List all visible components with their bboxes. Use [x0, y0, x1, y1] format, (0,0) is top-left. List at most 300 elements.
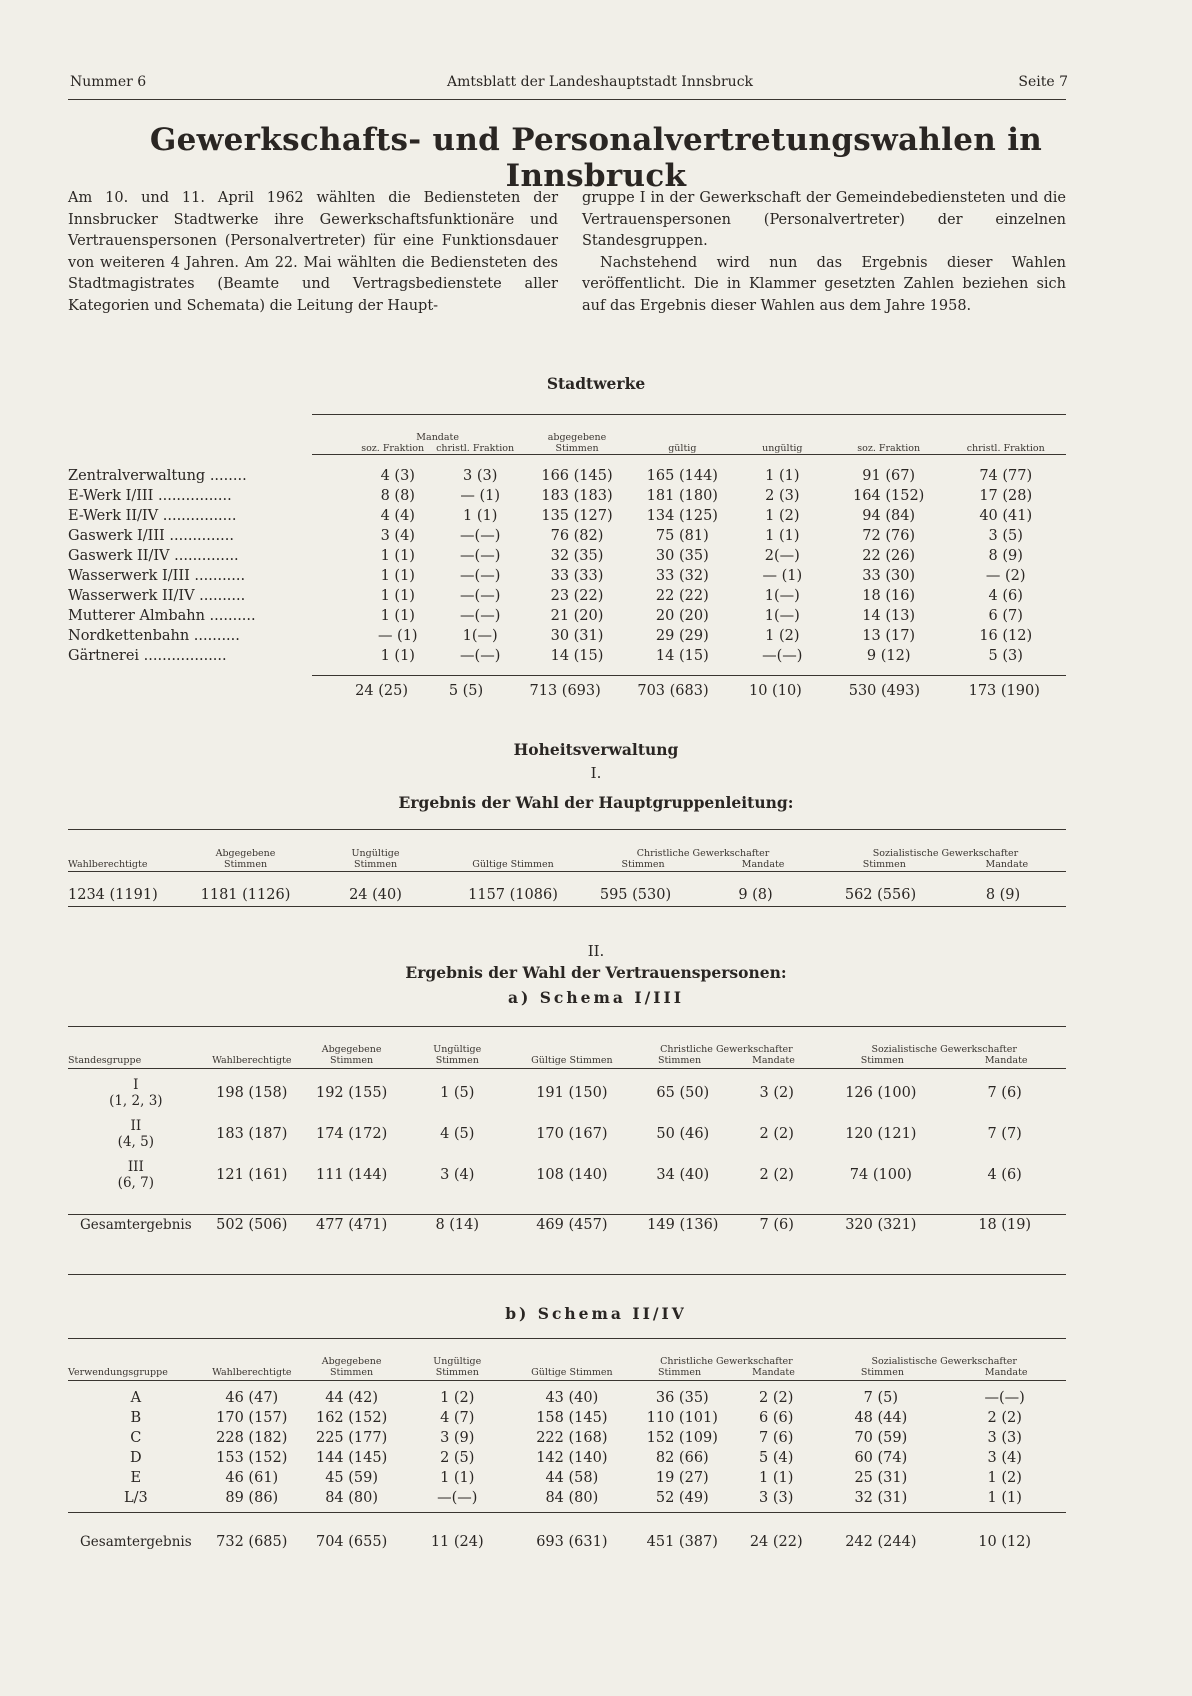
table-cell: 3 (2)	[759, 1084, 794, 1101]
total-cell: 18 (19)	[978, 1217, 1032, 1233]
mandate-label: Mandate	[752, 1367, 795, 1378]
table-cell: 152 (109)	[646, 1430, 718, 1446]
sozialistische-label: Sozialistische Gewerkschafter	[871, 1044, 1017, 1055]
stadtwerke-row	[68, 486, 1068, 506]
hg-cell: 8 (9)	[985, 887, 1021, 903]
table-cell: 110 (101)	[646, 1410, 718, 1426]
row-label: E-Werk II/IV ................	[68, 508, 237, 524]
table-cell: 181 (180)	[646, 488, 718, 504]
hg-cell: 1157 (1086)	[468, 887, 558, 903]
mandate-label: Mandate	[984, 1367, 1028, 1378]
table-cell: 2 (2)	[987, 1410, 1022, 1426]
group-numeral: III	[127, 1158, 144, 1175]
table-cell: 121 (161)	[216, 1166, 288, 1183]
header-rule	[68, 99, 1066, 100]
stadtwerke-header-row	[68, 414, 1068, 454]
table-cell: 40 (41)	[979, 508, 1033, 524]
spacer-row	[68, 1508, 1068, 1522]
stadtwerke-body	[68, 466, 1068, 666]
table-cell: 16 (12)	[979, 628, 1033, 644]
table-cell: 32 (31)	[854, 1490, 908, 1506]
christliche-header	[632, 1342, 820, 1378]
table-cell: 84 (80)	[325, 1490, 379, 1506]
stadtwerke-row	[68, 646, 1068, 666]
table-cell: 19 (27)	[655, 1470, 709, 1486]
roman-one: I.	[590, 764, 602, 782]
group-header: Standesgruppe	[68, 1055, 142, 1066]
stadtwerke-row	[68, 626, 1068, 646]
table-cell: 153 (152)	[216, 1450, 288, 1466]
table-cell: 2 (3)	[765, 488, 800, 504]
row-label: Zentralverwaltung ........	[68, 468, 247, 484]
stimmen-label: Stimmen	[860, 1367, 904, 1378]
col-gueltig-header: gültig	[668, 443, 697, 454]
sub-labels	[820, 1367, 1068, 1378]
table-cell: 13 (17)	[862, 628, 916, 644]
standesgruppe-cell	[68, 1113, 204, 1154]
stadtwerke-heading: Stadtwerke	[546, 374, 646, 393]
table-cell: 45 (59)	[325, 1470, 379, 1486]
total-cell: 173 (190)	[968, 683, 1040, 699]
table-cell: —(—)	[460, 588, 501, 604]
table-cell: 2(—)	[764, 548, 800, 564]
table-cell: 46 (47)	[225, 1390, 279, 1406]
row-label: Wasserwerk I/III ...........	[68, 568, 246, 584]
col-chr-header: christl. Fraktion	[966, 443, 1045, 454]
table-cell: 14 (13)	[862, 608, 916, 624]
table-cell: 170 (157)	[216, 1410, 288, 1426]
stimmen-label: Stimmen	[657, 1055, 702, 1066]
schema-b-row	[68, 1468, 1068, 1488]
table-cell: 2 (5)	[440, 1450, 475, 1466]
hg-cell: 1181 (1126)	[200, 887, 291, 903]
spacer-row	[68, 1378, 1068, 1388]
table-cell: 2 (2)	[759, 1390, 794, 1406]
stadtwerke-table	[68, 414, 1068, 666]
table-cell: 34 (40)	[656, 1166, 710, 1183]
total-cell: 713 (693)	[529, 683, 601, 699]
gesamtergebnis-label: Gesamtergebnis	[80, 1217, 192, 1233]
schema-a-body	[68, 1066, 1068, 1247]
total-cell: 502 (506)	[216, 1217, 288, 1233]
table-cell: 74 (100)	[849, 1166, 912, 1183]
table-cell: 3 (3)	[463, 468, 498, 484]
table-cell: 5 (3)	[988, 648, 1023, 664]
table-cell: 3 (3)	[987, 1430, 1022, 1446]
table-cell: 84 (80)	[545, 1490, 599, 1506]
hg-gueltige-header: Gültige Stimmen	[472, 859, 554, 870]
sozialistische-label: Sozialistische Gewerkschafter	[871, 1356, 1017, 1367]
stadtwerke-total-row	[338, 680, 1068, 702]
roman-two: II.	[587, 942, 605, 960]
total-cell: 703 (683)	[637, 683, 709, 699]
hg-sozialistische-label: Sozialistische Gewerkschafter	[872, 848, 1019, 859]
abgegebene-header: Abgegebene Stimmen	[321, 1356, 382, 1378]
table-cell: 166 (145)	[541, 468, 613, 484]
mandate-label: Mandate	[984, 1055, 1028, 1066]
stadtwerke-total	[338, 680, 1068, 702]
table-cell: 183 (187)	[216, 1125, 288, 1142]
table-cell: 144 (145)	[315, 1450, 388, 1466]
total-cell: 8 (14)	[435, 1217, 480, 1233]
table-cell: 8 (9)	[988, 548, 1023, 564]
table-cell: 6 (7)	[988, 608, 1023, 624]
table-cell: 18 (16)	[862, 588, 916, 604]
total-cell: 530 (493)	[848, 683, 920, 699]
spacer-row	[68, 1195, 1068, 1203]
table-cell: 91 (67)	[862, 468, 916, 484]
schema-b-total-row	[68, 1522, 1068, 1562]
stimmen-label: Stimmen	[860, 1055, 904, 1066]
total-cell: 704 (655)	[315, 1534, 388, 1550]
col-soz-header: soz. Fraktion	[857, 443, 921, 454]
hg-header-row	[68, 832, 1068, 870]
total-cell: 149 (136)	[647, 1217, 719, 1233]
table-cell: 9 (12)	[866, 648, 911, 664]
standesgruppe-cell	[68, 1072, 204, 1113]
hg-chr-mandate-label: Mandate	[741, 859, 785, 870]
total-cell: 10 (12)	[978, 1534, 1032, 1550]
table-cell: 192 (155)	[315, 1084, 388, 1101]
table-cell: 14 (15)	[655, 648, 709, 664]
schema-b-top-rule	[68, 1338, 1066, 1339]
table-cell: 44 (42)	[325, 1390, 379, 1406]
table-cell: 72 (76)	[862, 528, 916, 544]
sub-labels	[820, 1055, 1068, 1066]
christliche-header	[632, 1030, 820, 1066]
hg-chr-stimmen-label: Stimmen	[621, 859, 665, 870]
row-label: Nordkettenbahn ..........	[68, 628, 240, 644]
ungueltige-header: Ungültige Stimmen	[433, 1044, 482, 1066]
table-cell: 14 (15)	[550, 648, 604, 664]
hg-christliche-label: Christliche Gewerkschafter	[636, 848, 770, 859]
hauptgruppe-heading: Ergebnis der Wahl der Hauptgruppenleitung:	[398, 793, 794, 812]
table-cell: 1 (1)	[380, 588, 415, 604]
hg-top-rule	[68, 829, 1066, 830]
table-cell: —(—)	[460, 648, 501, 664]
table-cell: —(—)	[460, 608, 501, 624]
sub-labels	[632, 1367, 820, 1378]
soz-fraktion-label: soz. Fraktion	[361, 443, 425, 454]
table-cell: —(—)	[460, 548, 501, 564]
hg-wahlberechtigte-header: Wahlberechtigte	[68, 859, 148, 870]
sub-labels	[632, 1055, 820, 1066]
total-cell: 477 (471)	[315, 1217, 388, 1233]
total-cell: 11 (24)	[430, 1534, 484, 1550]
table-cell: 33 (30)	[862, 568, 916, 584]
schema-b-body	[68, 1378, 1068, 1562]
table-cell: 134 (125)	[646, 508, 718, 524]
hg-bottom-rule	[68, 906, 1066, 907]
table-cell: 225 (177)	[315, 1430, 388, 1446]
table-cell: 1 (1)	[759, 1470, 794, 1486]
intro-column-left	[68, 188, 558, 318]
mandate-label: Mandate	[752, 1055, 795, 1066]
christliche-label: Christliche Gewerkschafter	[660, 1044, 793, 1055]
table-cell: 142 (140)	[536, 1450, 608, 1466]
table-cell: 2 (2)	[759, 1125, 794, 1142]
vertrauenspersonen-heading: Ergebnis der Wahl der Vertrauenspersonen:	[405, 963, 787, 982]
table-cell: 1 (2)	[987, 1470, 1022, 1486]
table-cell: —(—)	[460, 568, 501, 584]
table-cell: 1 (1)	[987, 1490, 1022, 1506]
table-cell: —(—)	[437, 1490, 478, 1506]
schema-b-header-row	[68, 1342, 1068, 1378]
table-cell: — (2)	[985, 568, 1026, 584]
schema-a-header-row	[68, 1030, 1068, 1066]
verwendungsgruppe-cell: L/3	[123, 1490, 148, 1506]
hg-christliche-header	[583, 832, 823, 870]
table-cell: 23 (22)	[550, 588, 604, 604]
schema-b-row	[68, 1488, 1068, 1508]
table-cell: 4 (7)	[440, 1410, 475, 1426]
table-cell: 222 (168)	[536, 1430, 608, 1446]
stadtwerke-row	[68, 566, 1068, 586]
verwendungsgruppe-cell: D	[130, 1450, 142, 1466]
table-cell: — (1)	[377, 628, 418, 644]
table-cell: 3 (9)	[440, 1430, 475, 1446]
group-range: (1, 2, 3)	[109, 1092, 163, 1109]
table-cell: 120 (121)	[845, 1125, 917, 1142]
verwendungsgruppe-cell: A	[130, 1390, 142, 1406]
publication-name: Amtsblatt der Landeshauptstadt Innsbruck	[446, 74, 754, 90]
table-cell: 7 (6)	[759, 1430, 794, 1446]
page-title: Gewerkschafts- und Personalvertretungswahlen in Innsbruck	[149, 122, 1043, 194]
table-cell: 33 (33)	[550, 568, 604, 584]
schema-b-table	[68, 1342, 1068, 1562]
table-cell: 30 (31)	[550, 628, 604, 644]
total-cell: 5 (5)	[448, 683, 484, 699]
col-ungueltig-header: ungültig	[762, 443, 803, 454]
table-cell: 4 (6)	[987, 1166, 1022, 1183]
intro-paragraph-1-cont: gruppe I in der Gewerkschaft der Gemeindebediensteten und die Vertrauenspersonen (Personalvertreter) der einzelnen Standesgruppen.	[582, 190, 1066, 250]
schema-b-row	[68, 1448, 1068, 1468]
gesamtergebnis-label: Gesamtergebnis	[80, 1534, 192, 1550]
sozialistische-header	[820, 1342, 1068, 1378]
stadtwerke-row	[68, 606, 1068, 626]
hg-cell: 9 (8)	[738, 887, 773, 903]
table-cell: —(—)	[460, 528, 501, 544]
table-cell: 7 (5)	[863, 1390, 899, 1406]
hg-soz-stimmen-label: Stimmen	[862, 859, 906, 870]
table-cell: 75 (81)	[655, 528, 709, 544]
table-cell: 6 (6)	[759, 1410, 794, 1426]
table-cell: 162 (152)	[315, 1410, 388, 1426]
total-cell: 24 (22)	[749, 1534, 803, 1550]
schema-a-top-rule	[68, 1026, 1066, 1027]
table-cell: 36 (35)	[655, 1390, 709, 1406]
table-cell: 22 (22)	[655, 588, 709, 604]
total-cell: 24 (25)	[355, 683, 408, 699]
table-cell: 22 (26)	[862, 548, 916, 564]
table-cell: 82 (66)	[655, 1450, 709, 1466]
intro-paragraph-2: Nachstehend wird nun das Ergebnis dieser Wahlen veröffentlicht. Die in Klammer gesetzten Zahlen beziehen sich auf das Ergebnis dieser Wahlen aus dem Jahre 1958.	[582, 254, 1066, 314]
table-cell: 3 (4)	[440, 1166, 475, 1183]
total-cell: 732 (685)	[216, 1534, 288, 1550]
stadtwerke-row	[68, 526, 1068, 546]
table-cell: 5 (4)	[759, 1450, 794, 1466]
table-cell: 198 (158)	[216, 1084, 288, 1101]
table-cell: 1 (1)	[380, 568, 415, 584]
page-number: Seite 7	[1018, 74, 1068, 90]
table-cell: 2 (2)	[759, 1166, 794, 1183]
table-cell: 29 (29)	[655, 628, 709, 644]
christliche-label: Christliche Gewerkschafter	[660, 1356, 793, 1367]
table-cell: 48 (44)	[854, 1410, 908, 1426]
table-cell: 7 (6)	[987, 1084, 1022, 1101]
group-numeral: II	[130, 1117, 142, 1134]
table-cell: 1 (2)	[440, 1390, 475, 1406]
stadtwerke-row	[68, 586, 1068, 606]
table-cell: 4 (3)	[380, 468, 415, 484]
stadtwerke-total-rule	[312, 675, 1066, 676]
stadtwerke-row	[68, 546, 1068, 566]
row-label: Gärtnerei ..................	[68, 648, 227, 664]
hg-sozialistische-header	[823, 832, 1068, 870]
table-cell: 7 (7)	[987, 1125, 1022, 1142]
table-cell: 1 (1)	[380, 608, 415, 624]
table-cell: 60 (74)	[854, 1450, 908, 1466]
hg-cell: 562 (556)	[844, 887, 917, 903]
intro-column-right	[582, 188, 1066, 318]
table-cell: 1 (1)	[463, 508, 498, 524]
table-cell: 1 (1)	[380, 548, 415, 564]
mandate-label: Mandate	[416, 432, 459, 443]
schema-a-row	[68, 1154, 1068, 1195]
schema-a-table	[68, 1030, 1068, 1247]
table-cell: 65 (50)	[656, 1084, 710, 1101]
hg-cell: 1234 (1191)	[68, 887, 158, 903]
col-mandate-header	[355, 414, 520, 454]
table-cell: 1 (2)	[765, 628, 800, 644]
standesgruppe-cell	[68, 1154, 204, 1195]
intro-paragraph-1: Am 10. und 11. April 1962 wählten die Bediensteten der Innsbrucker Stadtwerke ihre Gewerkschaftsfunktionäre und Vertrauenspersonen (Personalvertreter) für eine Funktionsdauer von weiteren 4 Jahren. Am 22. Mai wählten die Bediensteten des Stadtmagistrates (Beamte und Vertragsbedienstete aller Kategorien und Schemata) die Leitung der Haupt-	[68, 190, 558, 314]
table-cell: 164 (152)	[853, 488, 925, 504]
total-cell: 469 (457)	[536, 1217, 608, 1233]
total-cell: 7 (6)	[759, 1217, 794, 1233]
stadtwerke-row	[68, 506, 1068, 526]
table-cell: 174 (172)	[315, 1125, 388, 1142]
table-cell: 1 (2)	[765, 508, 800, 524]
schema-b-row	[68, 1408, 1068, 1428]
group-range: (4, 5)	[117, 1133, 154, 1150]
gueltige-header: Gültige Stimmen	[531, 1055, 613, 1066]
hg-abgegebene-header: Abgegebene Stimmen	[215, 848, 276, 870]
table-cell: 170 (167)	[536, 1125, 608, 1142]
table-cell: — (1)	[460, 488, 501, 504]
table-cell: 20 (20)	[655, 608, 709, 624]
table-cell: 89 (86)	[225, 1490, 279, 1506]
hg-data-row	[68, 884, 1068, 906]
hg-cell: 24 (40)	[349, 887, 402, 903]
table-cell: 3 (3)	[759, 1490, 794, 1506]
hoheit-heading: Hoheitsverwaltung	[513, 740, 679, 759]
table-cell: 1 (1)	[440, 1470, 475, 1486]
table-cell: 1(—)	[462, 628, 498, 644]
hg-soz-mandate-label: Mandate	[985, 859, 1029, 870]
sozialistische-header	[820, 1030, 1068, 1066]
table-cell: 4 (6)	[988, 588, 1023, 604]
gueltige-header: Gültige Stimmen	[531, 1367, 613, 1378]
table-cell: 1 (1)	[380, 648, 415, 664]
table-cell: 21 (20)	[550, 608, 604, 624]
abgegebene-header: Abgegebene Stimmen	[321, 1044, 382, 1066]
table-cell: 30 (35)	[655, 548, 709, 564]
table-cell: 135 (127)	[541, 508, 613, 524]
hauptgruppe-table	[68, 832, 1068, 906]
table-cell: 111 (144)	[315, 1166, 388, 1183]
schema-a-total-row	[68, 1203, 1068, 1247]
table-cell: 17 (28)	[979, 488, 1033, 504]
hg-cell: 595 (530)	[599, 887, 672, 903]
table-cell: —(—)	[984, 1390, 1025, 1406]
table-cell: 3 (5)	[988, 528, 1023, 544]
table-cell: 33 (32)	[655, 568, 709, 584]
total-cell: 451 (387)	[646, 1534, 718, 1550]
schema-a-bottom-rule	[68, 1274, 1066, 1275]
total-cell: 693 (631)	[536, 1534, 608, 1550]
table-cell: 108 (140)	[536, 1166, 608, 1183]
table-cell: 8 (8)	[380, 488, 415, 504]
row-label: Gaswerk I/III ..............	[68, 528, 234, 544]
row-label: Wasserwerk II/IV ..........	[68, 588, 246, 604]
ungueltige-header: Ungültige Stimmen	[433, 1356, 482, 1378]
table-cell: 4 (4)	[380, 508, 415, 524]
table-cell: 70 (59)	[854, 1430, 908, 1446]
row-label: Gaswerk II/IV ..............	[68, 548, 239, 564]
table-cell: 32 (35)	[550, 548, 604, 564]
table-cell: 126 (100)	[845, 1084, 917, 1101]
issue-number: Nummer 6	[70, 74, 147, 90]
table-cell: 44 (58)	[545, 1470, 599, 1486]
table-cell: 43 (40)	[545, 1390, 599, 1406]
table-cell: 76 (82)	[550, 528, 604, 544]
wahlberechtigte-header: Wahlberechtigte	[212, 1055, 292, 1066]
table-cell: 50 (46)	[656, 1125, 710, 1142]
table-cell: 1(—)	[764, 588, 800, 604]
row-label: Mutterer Almbahn ..........	[68, 608, 256, 624]
schema-b-row	[68, 1428, 1068, 1448]
verwendungsgruppe-cell: C	[130, 1430, 142, 1446]
table-cell: 1(—)	[764, 608, 800, 624]
schema-a-row	[68, 1072, 1068, 1113]
table-cell: 228 (182)	[216, 1430, 288, 1446]
stimmen-label: Stimmen	[657, 1367, 702, 1378]
total-cell: 10 (10)	[749, 683, 802, 699]
table-cell: 4 (5)	[440, 1125, 475, 1142]
table-cell: 25 (31)	[854, 1470, 908, 1486]
total-cell: 242 (244)	[845, 1534, 917, 1550]
schema-a-heading: a) Schema I/III	[507, 988, 685, 1007]
table-cell: 52 (49)	[655, 1490, 709, 1506]
table-cell: 183 (183)	[541, 488, 613, 504]
wahlberechtigte-header: Wahlberechtigte	[212, 1367, 292, 1378]
row-label: E-Werk I/III ................	[68, 488, 232, 504]
hg-ungueltige-header: Ungültige Stimmen	[351, 848, 400, 870]
table-cell: 165 (144)	[646, 468, 718, 484]
stadtwerke-row	[68, 466, 1068, 486]
schema-b-row	[68, 1388, 1068, 1408]
table-cell: 3 (4)	[380, 528, 415, 544]
table-cell: 1 (1)	[765, 468, 800, 484]
table-cell: 46 (61)	[225, 1470, 279, 1486]
group-range: (6, 7)	[117, 1174, 154, 1191]
table-cell: — (1)	[762, 568, 803, 584]
table-cell: 74 (77)	[979, 468, 1033, 484]
group-numeral: I	[133, 1076, 139, 1093]
table-cell: 94 (84)	[862, 508, 916, 524]
group-header: Verwendungsgruppe	[68, 1367, 168, 1378]
